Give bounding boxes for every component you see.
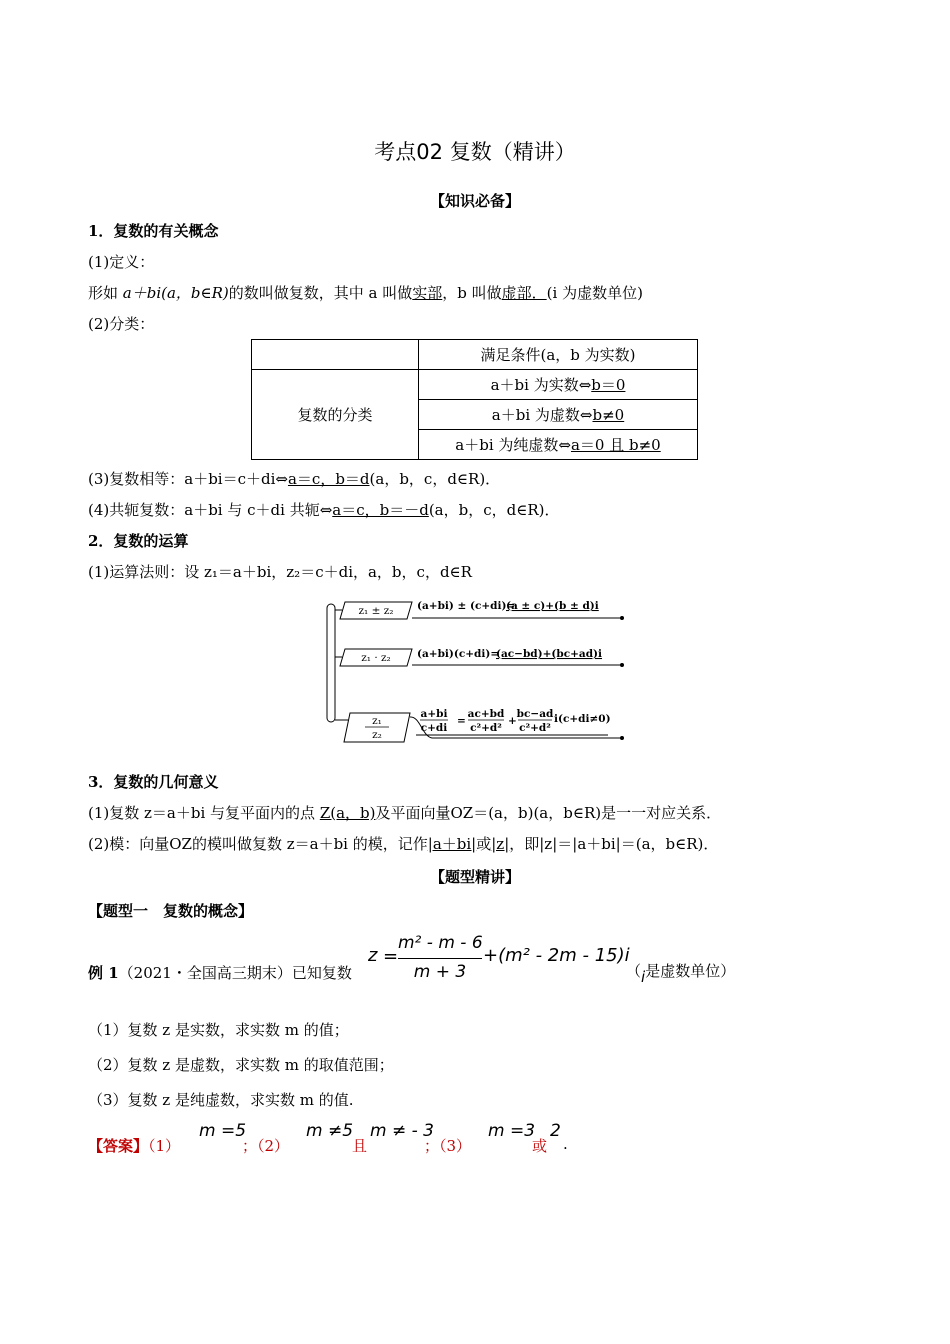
question-2: （2）复数 z 是虚数，求实数 m 的取值范围； bbox=[88, 1056, 394, 1074]
classification-table bbox=[251, 339, 698, 460]
diagram-eq1-right: (a ± c)+(b ± d)i bbox=[506, 600, 599, 612]
answer-or: 或 bbox=[532, 1137, 548, 1155]
example-rest: +(m² - 2m - 15)i bbox=[483, 945, 630, 966]
definition-text: 形如 a＋bi(a，b∈R)的数叫做复数，其中 a 叫做实部，b 叫做虚部．(i 为虚数单位) bbox=[88, 284, 643, 302]
conjugate-complex: (4)共轭复数：a＋bi 与 c＋di 共轭⇔a＝c，b＝－d(a，b，c，d∈R)． bbox=[88, 501, 560, 519]
diagram-frac3-den: c²+d² bbox=[519, 722, 551, 734]
section1-heading: 1．复数的有关概念 bbox=[88, 222, 219, 240]
diagram-plus: + bbox=[508, 715, 517, 727]
imag-part-term: 虚部． bbox=[501, 284, 547, 302]
example-source: （2021・全国高三期末）已知复数 bbox=[118, 964, 352, 982]
diagram-frac3-num: bc−ad bbox=[516, 708, 554, 720]
answer-end: . bbox=[563, 1135, 568, 1153]
answer-2a: m ≠5 bbox=[306, 1121, 354, 1141]
table-cell: a＋bi 为虚数⇔b≠0 bbox=[419, 400, 698, 430]
example-denominator: m + 3 bbox=[413, 962, 467, 982]
answer-2b: m ≠ - 3 bbox=[370, 1121, 434, 1141]
diagram-eq2-right: (ac−bd)+(bc+ad)i bbox=[496, 648, 603, 660]
diagram-equals: = bbox=[457, 715, 466, 727]
classification-label: (2)分类： bbox=[88, 315, 155, 333]
question-1: （1）复数 z 是实数，求实数 m 的值； bbox=[88, 1021, 349, 1039]
answer-sep-1: ；（2） bbox=[242, 1137, 290, 1155]
example-numerator: m² - m - 6 bbox=[398, 933, 483, 953]
definition-label: (1)定义： bbox=[88, 253, 155, 271]
diagram-frac2-den: c²+d² bbox=[470, 722, 502, 734]
answer-label: 【答案】 bbox=[88, 1137, 149, 1155]
example-fraction-bar bbox=[398, 958, 482, 959]
real-part-term: 实部 bbox=[412, 284, 443, 302]
geometric-meaning-2: (2)模：向量OZ的模叫做复数 z＝a＋bi 的模，记作|a＋bi|或|z|，即|z|＝|a＋bi|＝(a，b∈R)． bbox=[88, 835, 719, 853]
geometric-meaning-1: (1)复数 z＝a＋bi 与复平面内的点 Z(a，b)及平面向量OZ＝(a，b)(a，b∈R)是一一对应关系． bbox=[88, 804, 722, 822]
table-row bbox=[252, 340, 698, 370]
answer-3b: 2 bbox=[550, 1121, 561, 1141]
answer-sep-2: ；（3） bbox=[424, 1137, 472, 1155]
answer-1: m =5 bbox=[199, 1121, 247, 1141]
diagram-box-sum: z₁ ± z₂ bbox=[358, 605, 394, 617]
answer-line: 【答案】（1） bbox=[88, 1137, 181, 1155]
diagram-tail: i(c+di≠0) bbox=[554, 713, 611, 725]
example-label: 例 1 bbox=[88, 964, 119, 982]
table-row-label: 复数的分类 bbox=[252, 370, 419, 460]
diagram-box-product: z₁ · z₂ bbox=[361, 652, 391, 664]
section2-heading: 2．复数的运算 bbox=[88, 532, 189, 550]
operations-diagram bbox=[320, 596, 630, 750]
diagram-frac1-den: c+di bbox=[420, 722, 448, 734]
question-3: （3）复数 z 是纯虚数，求实数 m 的值. bbox=[88, 1091, 354, 1109]
table-cell: a＋bi 为实数⇔b＝0 bbox=[419, 370, 698, 400]
page-title: 考点02 复数（精讲） bbox=[374, 140, 576, 164]
answer-and: 且 bbox=[352, 1137, 368, 1155]
types-header: 【题型精讲】 bbox=[429, 868, 520, 886]
diagram-eq2-left: (a+bi)(c+di)= bbox=[417, 648, 500, 660]
table-row bbox=[252, 370, 698, 400]
example-z: z bbox=[368, 945, 378, 966]
complex-equality: (3)复数相等：a＋bi＝c＋di⇔a＝c，b＝d(a，b，c，d∈R)． bbox=[88, 470, 501, 488]
diagram-box-quot-num: z₁ bbox=[372, 715, 382, 727]
section3-heading: 3．复数的几何意义 bbox=[88, 773, 219, 791]
diagram-frac2-num: ac+bd bbox=[467, 708, 505, 720]
table-header-cell: 满足条件(a，b 为实数) bbox=[419, 340, 698, 370]
diagram-frac1-num: a+bi bbox=[420, 708, 448, 720]
example-equals: = bbox=[383, 946, 399, 967]
table-cell: a＋bi 为纯虚数⇔a＝0 且 b≠0 bbox=[419, 430, 698, 460]
operation-rule: (1)运算法则：设 z₁＝a＋bi，z₂＝c＋di，a，b，c，d∈R bbox=[88, 563, 472, 581]
diagram-box-quot-den: z₂ bbox=[372, 729, 382, 741]
example-note: （i是虚数单位） bbox=[626, 962, 736, 986]
type1-heading: 【题型一 复数的概念】 bbox=[88, 902, 254, 920]
knowledge-header: 【知识必备】 bbox=[429, 192, 520, 210]
answer-3a: m =3 bbox=[488, 1121, 536, 1141]
diagram-eq1-left: (a+bi) ± (c+di)= bbox=[417, 600, 516, 612]
example1-intro bbox=[88, 962, 352, 983]
